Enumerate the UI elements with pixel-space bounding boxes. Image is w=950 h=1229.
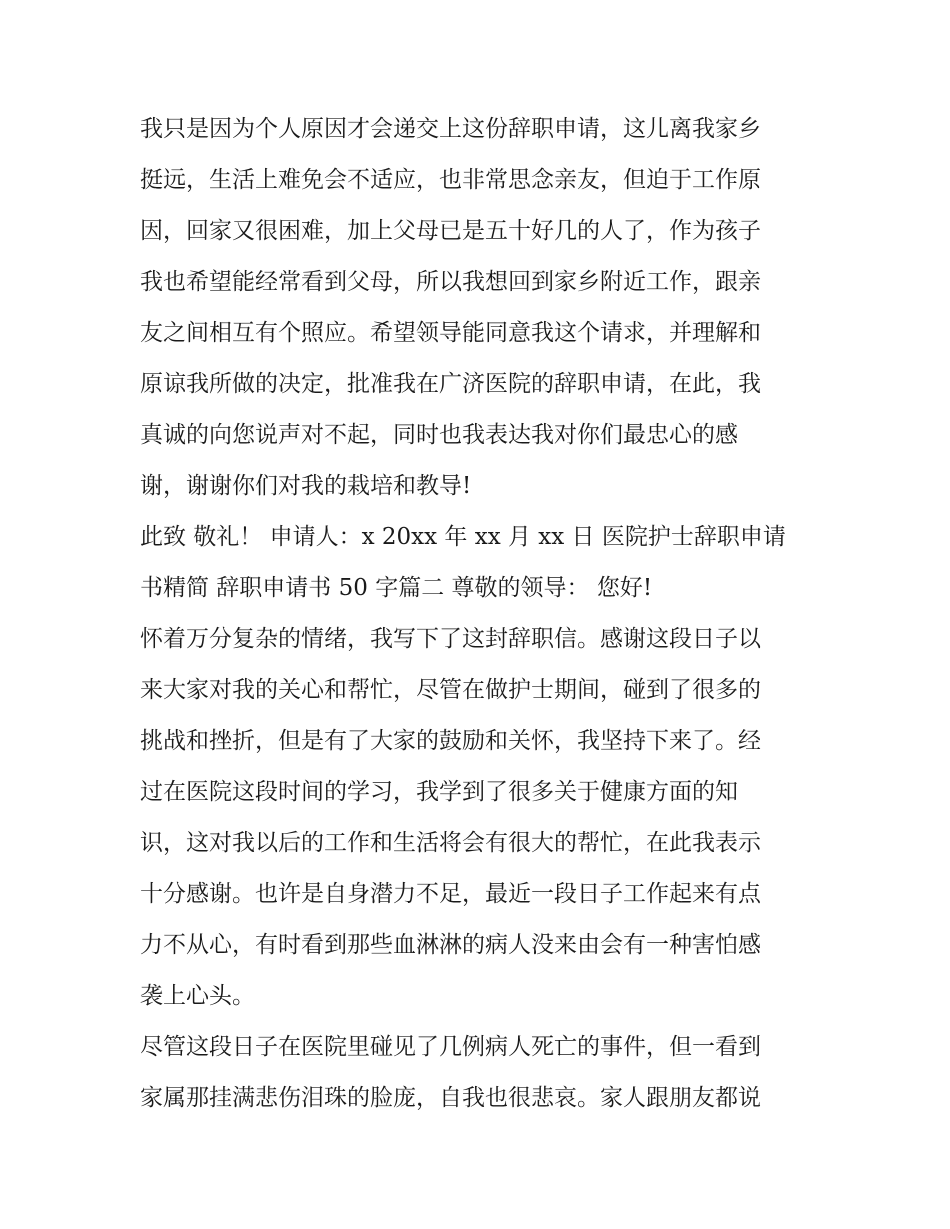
text-line: 此致 敬礼！ 申请人：x 20xx 年 xx 月 xx 日 医院护士辞职申请: [140, 524, 786, 550]
text-line: 十分感谢。也许是自身潜力不足，最近一段日子工作起来有点: [140, 881, 761, 907]
text-line: 过在医院这段时间的学习，我学到了很多关于健康方面的知: [140, 779, 738, 805]
text-line: 尽管这段日子在医院里碰见了几例病人死亡的事件，但一看到: [140, 1034, 761, 1060]
text-line: 怀着万分复杂的情绪，我写下了这封辞职信。感谢这段日子以: [140, 626, 761, 652]
text-line: 袭上心头。: [140, 983, 255, 1009]
text-line: 原谅我所做的决定，批准我在广济医院的辞职申请，在此，我: [140, 371, 761, 397]
text-line: 挺远，生活上难免会不适应，也非常思念亲友，但迫于工作原: [140, 167, 761, 193]
text-line: 挑战和挫折，但是有了大家的鼓励和关怀，我坚持下来了。经: [140, 728, 761, 754]
document-body: [140, 104, 820, 1124]
text-line: 家属那挂满悲伤泪珠的脸庞，自我也很悲哀。家人跟朋友都说: [140, 1085, 761, 1111]
text-line: 我只是因为个人原因才会递交上这份辞职申请，这儿离我家乡: [140, 116, 761, 142]
text-line: 识，这对我以后的工作和生活将会有很大的帮忙，在此我表示: [140, 830, 761, 856]
text-line: 来大家对我的关心和帮忙，尽管在做护士期间，碰到了很多的: [140, 677, 761, 703]
text-line: 谢，谢谢你们对我的栽培和教导!: [140, 473, 472, 499]
text-line: 因，回家又很困难，加上父母已是五十好几的人了，作为孩子: [140, 218, 761, 244]
text-line: 真诚的向您说声对不起，同时也我表达我对你们最忠心的感: [140, 422, 738, 448]
text-line: 书精简 辞职申请书 50 字篇二 尊敬的领导： 您好!: [140, 575, 653, 601]
text-line: 力不从心，有时看到那些血淋淋的病人没来由会有一种害怕感: [140, 932, 761, 958]
text-line: 我也希望能经常看到父母，所以我想回到家乡附近工作，跟亲: [140, 269, 761, 295]
text-line: 友之间相互有个照应。希望领导能同意我这个请求，并理解和: [140, 320, 761, 346]
